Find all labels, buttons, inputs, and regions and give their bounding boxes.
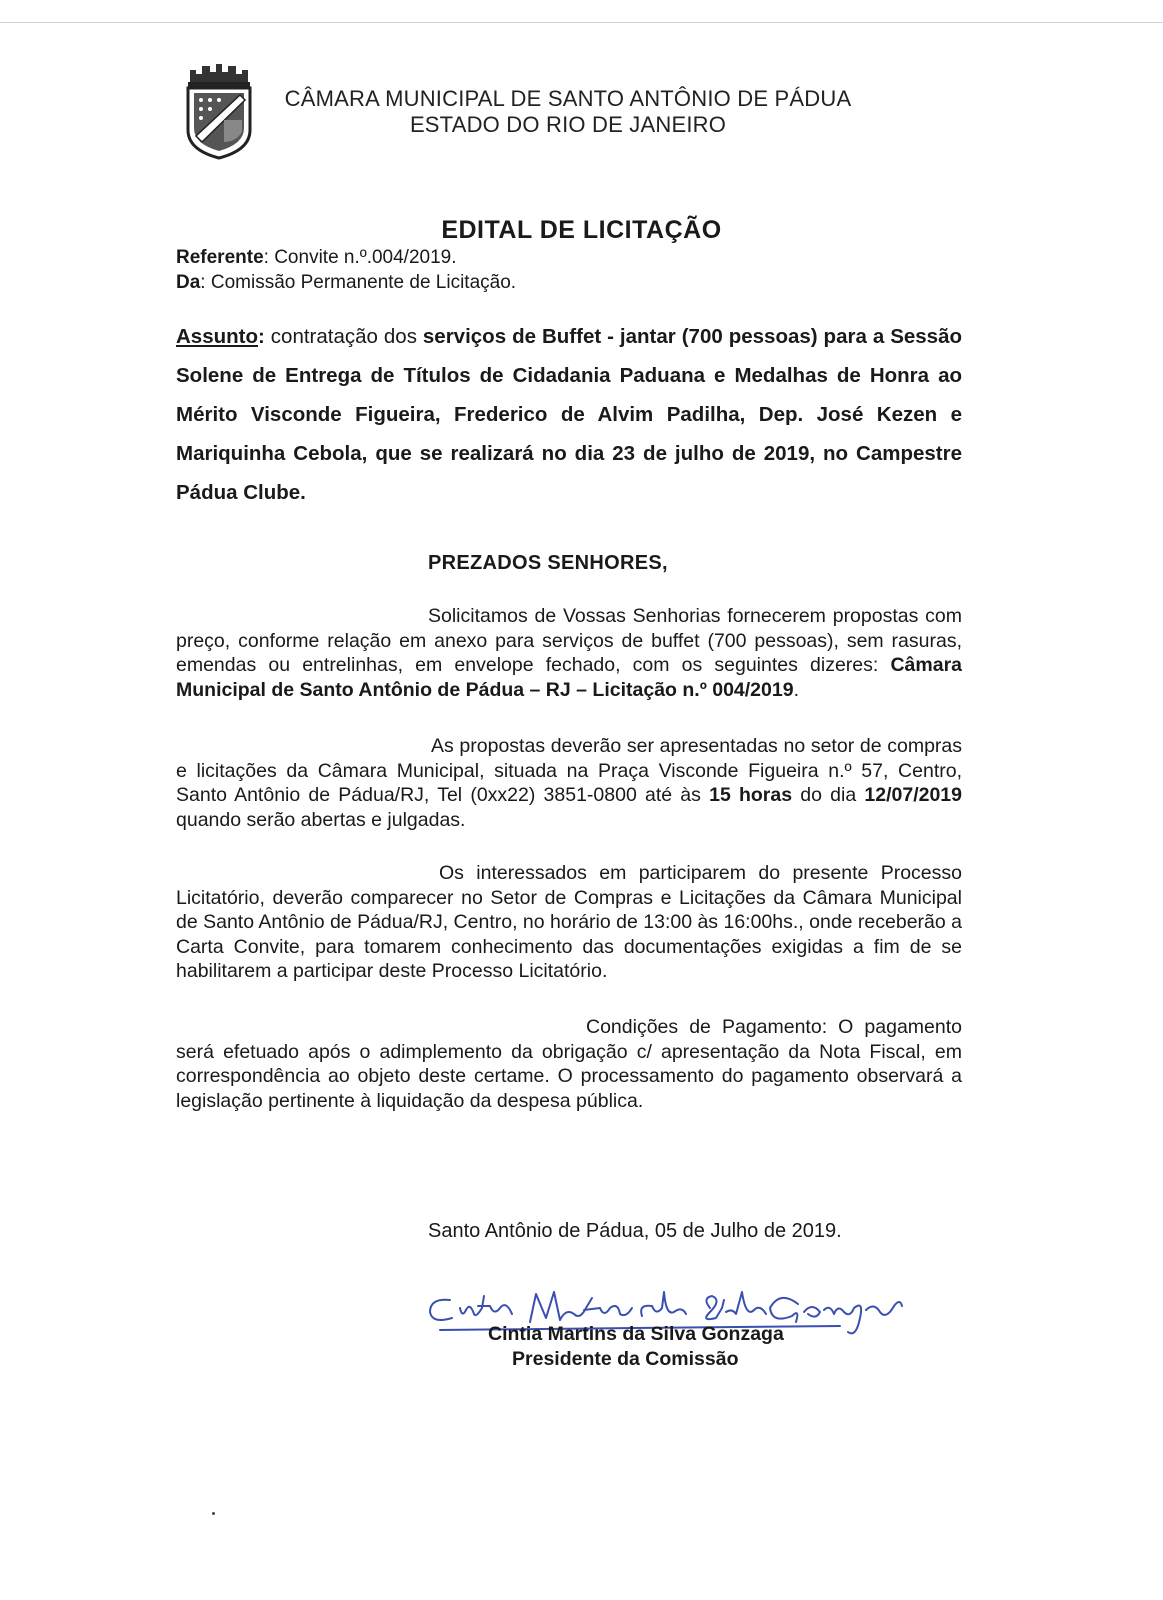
institution-name: CÂMARA MUNICIPAL DE SANTO ANTÔNIO DE PÁDUA [284,86,852,111]
scan-speck [212,1512,215,1515]
request-end: . [793,678,799,701]
proposals-paragraph [176,734,962,832]
da-line [176,271,516,295]
assunto-lead: contratação dos [264,325,423,348]
state-name: ESTADO DO RIO DE JANEIRO [409,112,727,137]
payment-paragraph: Condições de Pagamento: O pagamento será efetuado após o adimplemento da obrigação c/ apresentação da Nota Fiscal, em correspondência ao objeto deste certame. O processamento do pagamento observará a legislação pertinente à liquidação da despesa pública. [176,1016,962,1112]
request-paragraph [176,604,962,702]
interested-paragraph: Os interessados em participarem do presente Processo Licitatório, deverão comparecer no Setor de Compras e Licitações da Câmara Municipal de Santo Antônio de Pádua/RJ, Centro, no horário de 13:00 às 16:00hs., onde receberão a Carta Convite, para tomarem conhecimento das documentações exigidas a fim de se habilitarem a participar deste Processo Licitatório. [176,862,962,982]
envelope-label: Câmara Municipal de Santo Antônio de Pádua – RJ – Licitação n.º 004/2019 [176,654,962,701]
da-value: : Comissão Permanente de Licitação. [200,272,517,293]
place-date: Santo Antônio de Pádua, 05 de Julho de 2019. [428,1220,842,1242]
deadline-time: 15 horas [709,784,793,806]
proposals-text: As propostas deverão ser apresentadas no setor de compras e licitações da Câmara Municipal, situada na Praça Visconde Figueira n.º 57, Centro, Santo Antônio de Pádua/RJ, Tel (0xx22) 3851-0800 até às [176,735,962,806]
proposals-end: quando serão abertas e julgadas. [176,808,466,831]
signer-role: Presidente da Comissão [512,1348,739,1370]
coat-of-arms-icon [184,62,254,160]
signer-name: Cintia Martins da Silva Gonzaga [488,1323,784,1345]
document-title: EDITAL DE LICITAÇÃO [441,216,722,244]
deadline-date: 12/07/2019 [864,784,963,806]
assunto-label: Assunto [176,325,258,348]
referente-label: Referente [176,247,264,268]
proposals-mid: do dia [792,784,865,806]
scan-edge-line [0,22,1163,23]
assunto-colon: : [258,325,265,348]
da-label: Da [176,272,201,293]
salutation: PREZADOS SENHORES, [428,552,668,574]
assunto-body: serviços de Buffet - jantar (700 pessoas) para a Sessão Solene de Entrega de Títulos de Cidadania Paduana e Medalhas de Honra ao Mérito Visconde Figueira, Frederico de Alvim Padilha, Dep. José Kezen e Mariquinha Cebola, que se realizará no dia 23 de julho de 2019, no Campestre Pádua Clube. [176,325,962,504]
assunto-paragraph [176,317,962,512]
referente-line [176,246,457,270]
referente-value: : Convite n.º.004/2019. [263,247,457,268]
request-text: Solicitamos de Vossas Senhorias fornecerem propostas com preço, conforme relação em anexo para serviços de buffet (700 pessoas), sem rasuras, emendas ou entrelinhas, em envelope fechado, com os seguintes dizeres: [176,605,962,676]
